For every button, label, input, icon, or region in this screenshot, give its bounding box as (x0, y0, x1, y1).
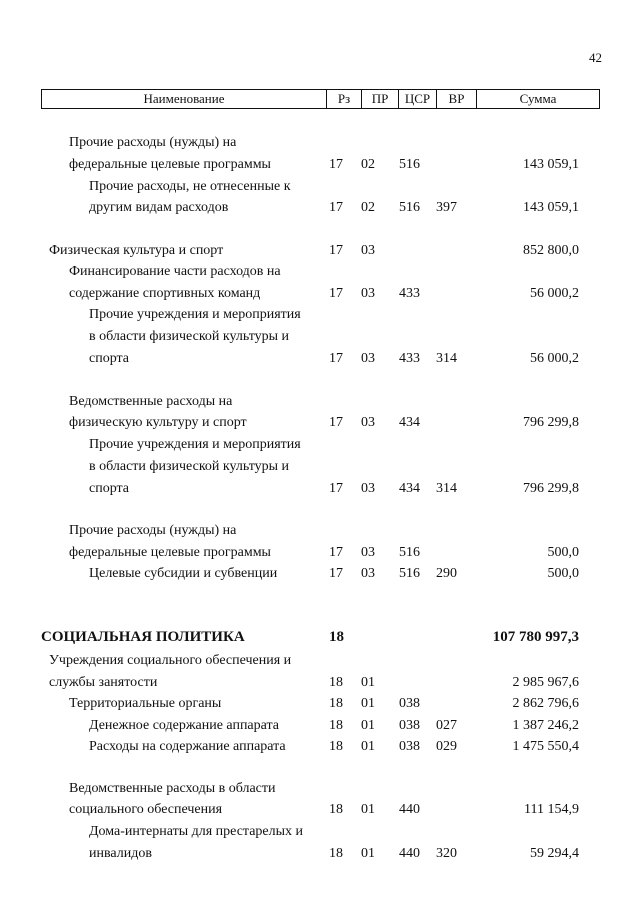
header-rz: Рз (327, 90, 362, 108)
row-rz: 17 (329, 481, 343, 496)
row-rz: 18 (329, 739, 343, 754)
row-sum: 56 000,2 (530, 351, 579, 366)
row-sum: 143 059,1 (523, 157, 579, 172)
row-name-line: другим видам расходов (89, 200, 229, 215)
row-pr: 03 (361, 351, 375, 366)
row-sum: 796 299,8 (523, 415, 579, 430)
row-csr: 038 (399, 739, 420, 754)
row-csr: 433 (399, 351, 420, 366)
row-rz: 18 (329, 675, 343, 690)
row-name-line: Прочие расходы (нужды) на (69, 523, 237, 538)
row-pr: 03 (361, 481, 375, 496)
row-sum: 56 000,2 (530, 286, 579, 301)
row-name-line: Целевые субсидии и субвенции (89, 566, 278, 581)
row-sum: 111 154,9 (524, 802, 579, 817)
header-csr: ЦСР (399, 90, 437, 108)
row-name-line: Прочие учреждения и мероприятия (89, 437, 301, 452)
row-pr: 03 (361, 286, 375, 301)
row-name-line: Учреждения социального обеспечения и (49, 653, 292, 668)
row-name-line: Прочие учреждения и мероприятия (89, 307, 301, 322)
row-csr: 434 (399, 415, 420, 430)
row-name-line: в области физической культуры и (89, 459, 290, 474)
header-pr: ПР (362, 90, 399, 108)
row-pr: 03 (361, 243, 375, 258)
row-pr: 01 (361, 675, 375, 690)
row-sum: 796 299,8 (523, 481, 579, 496)
row-vr: 314 (436, 481, 457, 496)
header-name: Наименование (42, 90, 327, 108)
row-name-line: спорта (89, 481, 130, 496)
row-sum: 143 059,1 (523, 200, 579, 215)
row-csr: 433 (399, 286, 420, 301)
row-vr: 314 (436, 351, 457, 366)
row-name-line: содержание спортивных команд (69, 286, 261, 301)
page-number: 42 (589, 50, 602, 65)
row-name-line: Финансирование части расходов на (69, 264, 281, 279)
row-rz: 17 (329, 351, 343, 366)
row-sum: 2 985 967,6 (512, 675, 579, 690)
row-sum: 500,0 (547, 545, 579, 560)
row-rz: 18 (329, 629, 344, 645)
row-rz: 17 (329, 200, 343, 215)
row-csr: 516 (399, 566, 420, 581)
row-name-line: федеральные целевые программы (69, 545, 271, 560)
row-sum: 1 387 246,2 (512, 718, 579, 733)
row-name-line: социального обеспечения (69, 802, 223, 817)
row-sum: 107 780 997,3 (492, 629, 579, 645)
row-name-line: инвалидов (89, 846, 152, 861)
row-rz: 18 (329, 696, 343, 711)
row-name-line: в области физической культуры и (89, 329, 290, 344)
row-name-line: федеральные целевые программы (69, 157, 271, 172)
row-csr: 516 (399, 200, 420, 215)
row-pr: 02 (361, 200, 375, 215)
table-header (41, 89, 600, 109)
row-name-line: физическую культуру и спорт (69, 415, 247, 430)
row-pr: 01 (361, 696, 375, 711)
row-pr: 03 (361, 545, 375, 560)
header-sum: Сумма (519, 91, 557, 106)
row-vr: 029 (436, 739, 457, 754)
row-name-line: службы занятости (49, 675, 158, 690)
row-name-line: Прочие расходы, не отнесенные к (89, 179, 291, 194)
row-csr: 038 (399, 718, 420, 733)
row-vr: 397 (436, 200, 457, 215)
row-pr: 01 (361, 846, 375, 861)
row-name-line: Территориальные органы (69, 696, 222, 711)
row-csr: 516 (399, 157, 420, 172)
header-vr: ВР (437, 90, 477, 108)
row-vr: 027 (436, 718, 457, 733)
row-vr: 320 (436, 846, 457, 861)
row-csr: 516 (399, 545, 420, 560)
row-pr: 01 (361, 739, 375, 754)
row-sum: 59 294,4 (530, 846, 579, 861)
row-sum: 852 800,0 (523, 243, 579, 258)
row-pr: 03 (361, 415, 375, 430)
row-rz: 17 (329, 243, 343, 258)
row-sum: 500,0 (547, 566, 579, 581)
row-rz: 18 (329, 802, 343, 817)
row-name-line: Расходы на содержание аппарата (89, 739, 286, 754)
row-rz: 18 (329, 846, 343, 861)
row-name-line: Ведомственные расходы в области (69, 781, 276, 796)
row-name-line: спорта (89, 351, 130, 366)
row-name-line: Дома-интернаты для престарелых и (89, 824, 304, 839)
row-name-line: Прочие расходы (нужды) на (69, 135, 237, 150)
row-sum: 1 475 550,4 (512, 739, 579, 754)
row-rz: 18 (329, 718, 343, 733)
row-vr: 290 (436, 566, 457, 581)
row-rz: 17 (329, 415, 343, 430)
row-rz: 17 (329, 157, 343, 172)
section-title: СОЦИАЛЬНАЯ ПОЛИТИКА (41, 629, 245, 645)
row-csr: 440 (399, 846, 420, 861)
row-csr: 038 (399, 696, 420, 711)
row-name-line: Физическая культура и спорт (49, 243, 224, 258)
row-pr: 02 (361, 157, 375, 172)
row-csr: 434 (399, 481, 420, 496)
row-rz: 17 (329, 566, 343, 581)
row-name-line: Денежное содержание аппарата (89, 718, 280, 733)
row-name-line: Ведомственные расходы на (69, 394, 233, 409)
row-rz: 17 (329, 286, 343, 301)
row-pr: 01 (361, 718, 375, 733)
row-pr: 03 (361, 566, 375, 581)
row-sum: 2 862 796,6 (512, 696, 579, 711)
row-rz: 17 (329, 545, 343, 560)
row-pr: 01 (361, 802, 375, 817)
row-csr: 440 (399, 802, 420, 817)
